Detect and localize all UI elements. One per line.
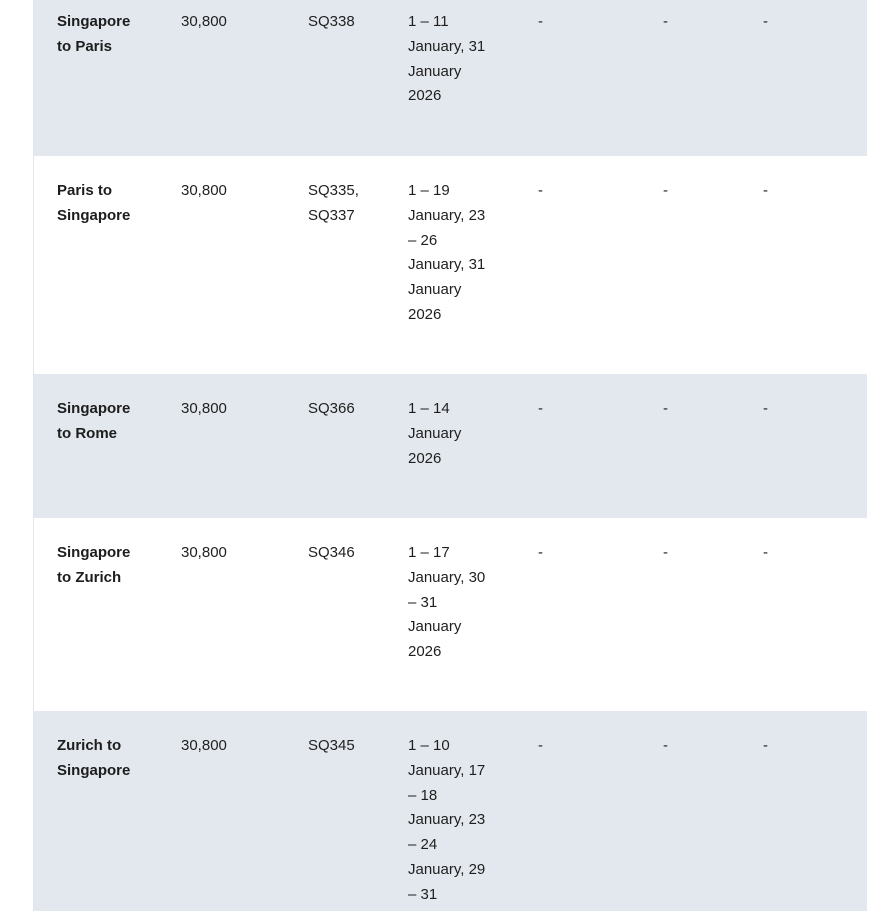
miles-cell: 30,800 xyxy=(181,13,227,30)
empty-value-cell: - xyxy=(663,400,668,417)
table-row xyxy=(34,156,868,374)
table-row xyxy=(34,0,868,156)
travel-dates-cell: 1 – 14 January 2026 xyxy=(408,400,462,467)
empty-value-cell: - xyxy=(538,400,543,417)
route-cell: Singapore to Zurich xyxy=(57,544,131,586)
miles-cell: 30,800 xyxy=(181,400,227,417)
empty-value-cell: - xyxy=(763,13,768,30)
travel-dates-cell: 1 – 10 January, 17 – 18 January, 23 – 24 January, 29 – 31 xyxy=(408,737,486,903)
route-cell: Zurich to Singapore xyxy=(57,737,131,779)
table-row xyxy=(34,711,868,911)
empty-value-cell: - xyxy=(663,13,668,30)
travel-dates-cell: 1 – 17 January, 30 – 31 January 2026 xyxy=(408,544,486,661)
empty-value-cell: - xyxy=(663,182,668,199)
travel-dates-cell: 1 – 19 January, 23 – 26 January, 31 January 2026 xyxy=(408,182,486,323)
empty-value-cell: - xyxy=(663,544,668,561)
empty-value-cell: - xyxy=(538,737,543,754)
route-cell: Singapore to Paris xyxy=(57,13,131,55)
empty-value-cell: - xyxy=(538,182,543,199)
table-row xyxy=(34,518,868,711)
flight-number-cell: SQ346 xyxy=(308,544,355,561)
empty-value-cell: - xyxy=(663,737,668,754)
flight-number-cell: SQ366 xyxy=(308,400,355,417)
empty-value-cell: - xyxy=(538,13,543,30)
miles-cell: 30,800 xyxy=(181,182,227,199)
table-row xyxy=(34,374,868,518)
award-fare-table xyxy=(33,0,869,911)
miles-cell: 30,800 xyxy=(181,544,227,561)
empty-value-cell: - xyxy=(538,544,543,561)
route-cell: Paris to Singapore xyxy=(57,182,131,224)
empty-value-cell: - xyxy=(763,182,768,199)
flight-number-cell: SQ345 xyxy=(308,737,355,754)
page-right-edge xyxy=(867,0,882,911)
flight-number-cell: SQ338 xyxy=(308,13,355,30)
flight-number-cell: SQ335, SQ337 xyxy=(308,182,359,224)
travel-dates-cell: 1 – 11 January, 31 January 2026 xyxy=(408,13,486,105)
empty-value-cell: - xyxy=(763,544,768,561)
miles-cell: 30,800 xyxy=(181,737,227,754)
route-cell: Singapore to Rome xyxy=(57,400,131,442)
empty-value-cell: - xyxy=(763,737,768,754)
empty-value-cell: - xyxy=(763,400,768,417)
